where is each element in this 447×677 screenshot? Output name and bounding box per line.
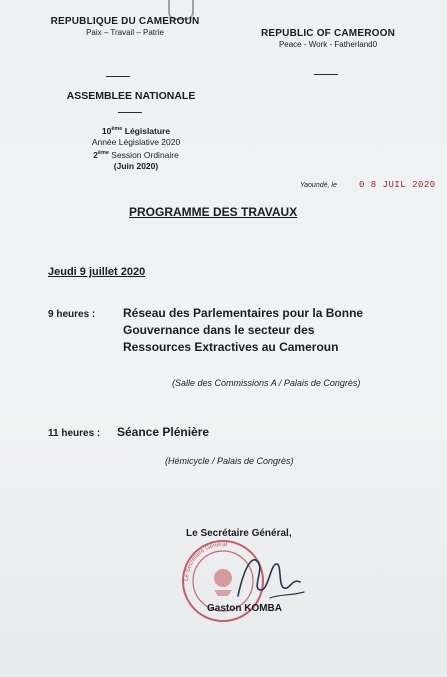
date-stamp: 0 8 JUIL 2020 <box>359 180 436 190</box>
session-period: (Juin 2020) <box>113 161 159 171</box>
agenda-time-2: 11 heures : <box>48 428 101 439</box>
header-left <box>50 16 200 37</box>
agenda-time-1: 9 heures : <box>48 309 96 320</box>
agenda-item-2-line: Séance Plénière <box>117 425 210 439</box>
session-word: Session Ordinaire <box>111 150 179 160</box>
legislature-block <box>76 124 196 172</box>
session-line <box>76 148 196 161</box>
agenda-item-1 <box>123 305 363 356</box>
document-title: PROGRAMME DES TRAVAUX <box>129 205 298 219</box>
signatory-name: Gaston KOMBA <box>207 603 282 614</box>
seal-text: Le Secrétaire Général <box>183 541 228 582</box>
handwritten-signature <box>230 548 310 608</box>
signatory-title: Le Secrétaire Général, <box>186 528 292 539</box>
agenda-item-1-line: Réseau des Parlementaires pour la Bonne <box>123 306 364 320</box>
legislature-word: Législature <box>124 126 171 136</box>
assembly-name: ASSEMBLEE NATIONALE <box>66 90 196 102</box>
legislative-year: Année Législative 2020 <box>91 137 181 147</box>
agenda-location-1: (Salle des Commissions A / Palais de Congrès) <box>172 378 361 388</box>
agenda-item-1-line: Gouvernance dans le secteur des <box>123 323 315 337</box>
legislature-ordinal: ème <box>111 126 123 132</box>
motto-en: Peace - Work - Fatherland0 <box>278 40 378 49</box>
header-right <box>258 28 398 49</box>
session-number: 2 <box>93 150 98 160</box>
legislature-line <box>76 124 196 137</box>
country-name-en: REPUBLIC OF CAMEROON <box>261 28 395 39</box>
agenda-item-2 <box>117 424 209 441</box>
dateline-place: Yaoundé, le <box>300 182 337 189</box>
separator <box>314 74 338 75</box>
separator <box>106 76 130 77</box>
motto-fr: Paix – Travail – Patrie <box>86 28 164 37</box>
agenda-location-2: (Hémicycle / Palais de Congrès) <box>165 456 294 466</box>
country-name-fr: REPUBLIQUE DU CAMEROUN <box>50 16 200 27</box>
agenda-day: Jeudi 9 juillet 2020 <box>48 266 146 278</box>
agenda-item-1-line: Ressources Extractives au Cameroun <box>123 340 339 354</box>
legislature-number: 10 <box>101 126 112 136</box>
separator <box>118 112 142 113</box>
session-ordinal: ème <box>97 150 109 156</box>
